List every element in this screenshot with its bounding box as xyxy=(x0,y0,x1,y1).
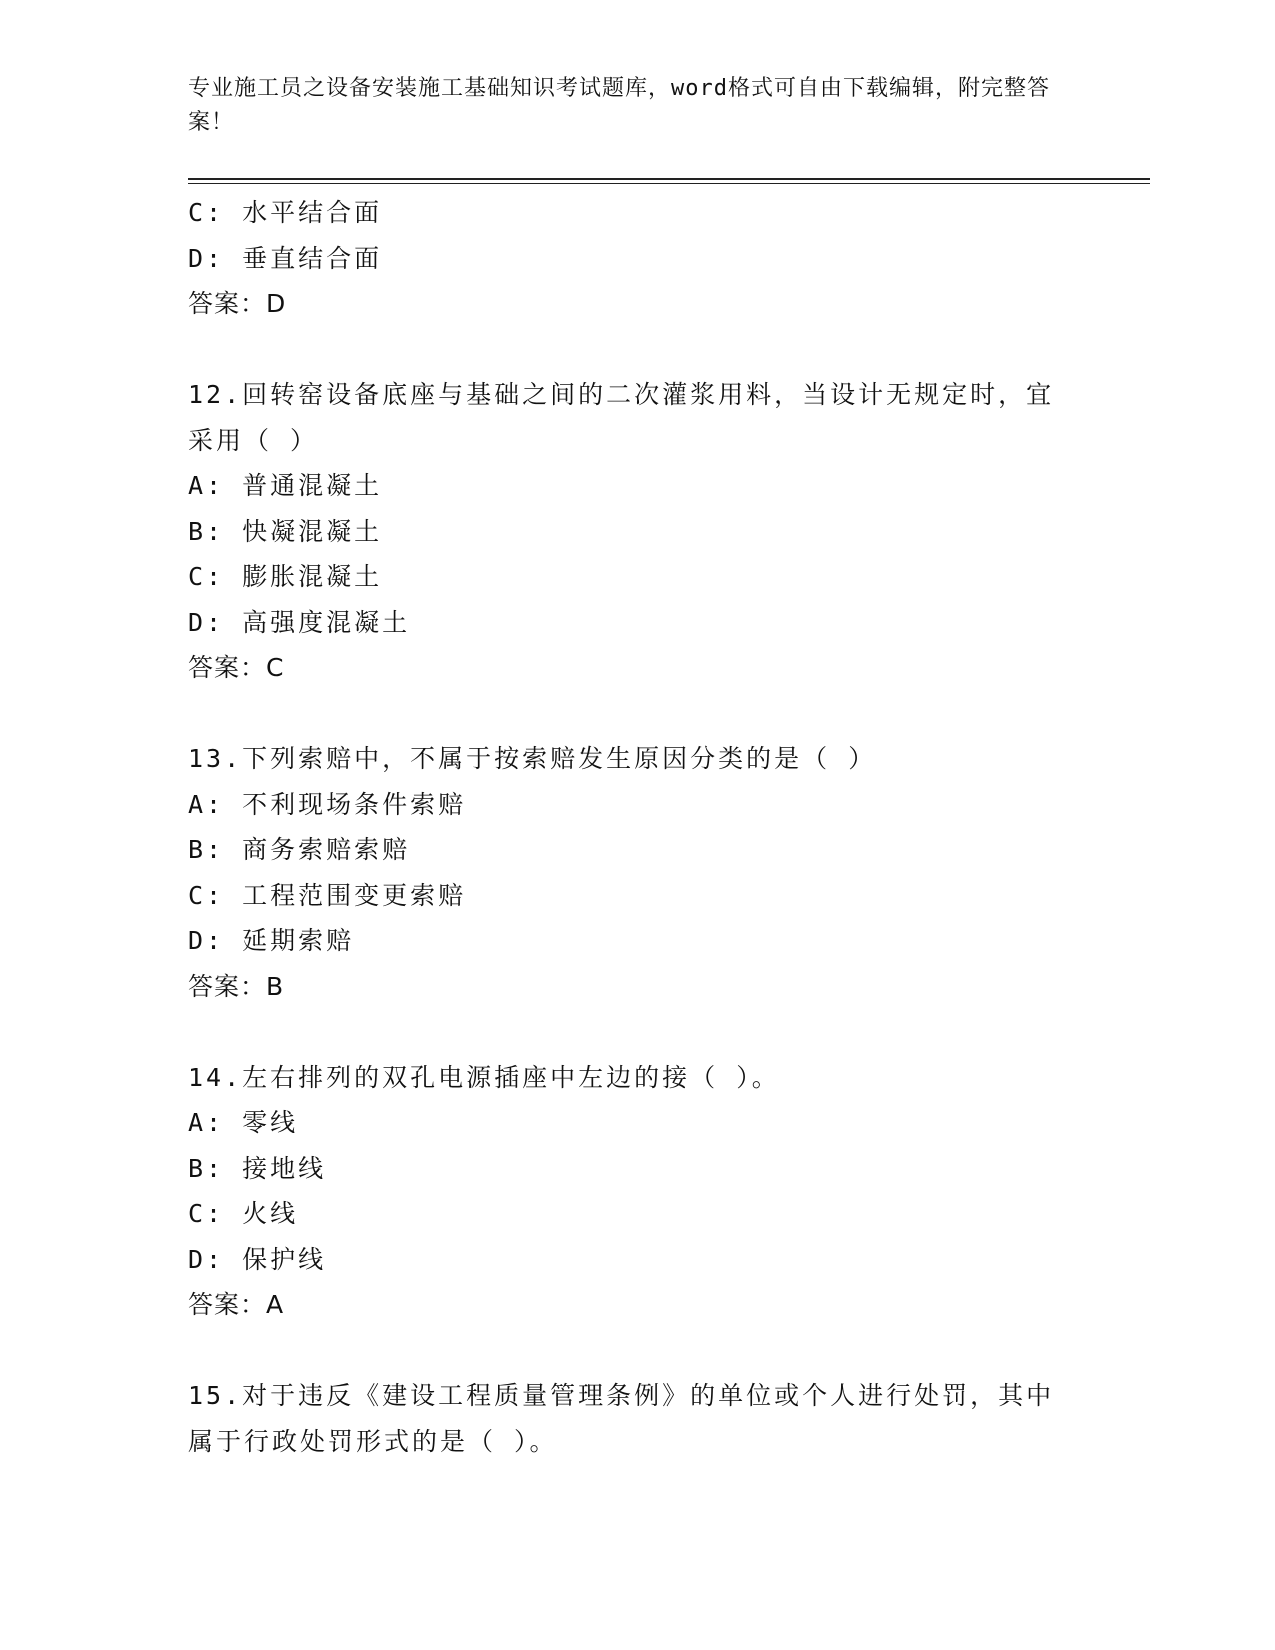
option-c: C: 水平结合面 xyxy=(188,198,383,227)
question-12 xyxy=(188,372,1148,691)
question-stem: 13.下列索赔中，不属于按索赔发生原因分类的是（ ） xyxy=(188,744,877,773)
option-c: C: 工程范围变更索赔 xyxy=(188,880,467,910)
spacer xyxy=(188,327,1148,373)
answer-line: 答案：C xyxy=(188,653,285,682)
option-a: A: 不利现场条件索赔 xyxy=(188,789,467,819)
option-a: A: 普通混凝土 xyxy=(188,471,383,500)
option-d: D: 高强度混凝土 xyxy=(188,607,411,637)
option-c: C: 膨胀混凝土 xyxy=(188,562,383,591)
option-d: D: 延期索赔 xyxy=(188,926,355,955)
question-15 xyxy=(188,1373,1148,1464)
header-rule-thick xyxy=(188,178,1150,180)
option-a: A: 零线 xyxy=(188,1108,299,1137)
option-c: C: 火线 xyxy=(188,1199,299,1228)
option-d: D: 垂直结合面 xyxy=(188,243,383,273)
answer-line: 答案：A xyxy=(188,1290,285,1319)
header-rule-thin xyxy=(188,183,1150,184)
question-list xyxy=(188,190,1148,1464)
question-14 xyxy=(188,1055,1148,1328)
option-b: B: 商务索赔索赔 xyxy=(188,835,411,864)
spacer xyxy=(188,691,1148,737)
question-11-tail xyxy=(188,190,1148,327)
answer-line: 答案：D xyxy=(188,289,287,318)
option-d: D: 保护线 xyxy=(188,1244,327,1274)
spacer xyxy=(188,1328,1148,1374)
option-b: B: 接地线 xyxy=(188,1153,327,1183)
question-13 xyxy=(188,736,1148,1009)
question-stem: 14.左右排列的双孔电源插座中左边的接（ ）。 xyxy=(188,1062,780,1092)
document-page xyxy=(188,0,1148,1650)
question-stem: 12.回转窑设备底座与基础之间的二次灌浆用料，当设计无规定时，宜采用（ ） xyxy=(188,380,1055,455)
option-b: B: 快凝混凝土 xyxy=(188,516,383,546)
page-header-title: 专业施工员之设备安装施工基础知识考试题库，word格式可自由下载编辑，附完整答案！ xyxy=(188,76,1050,135)
answer-line: 答案：B xyxy=(188,971,285,1001)
question-stem: 15.对于违反《建设工程质量管理条例》的单位或个人进行处罚，其中属于行政处罚形式的是（ ）。 xyxy=(188,1381,1055,1456)
spacer xyxy=(188,1009,1148,1055)
